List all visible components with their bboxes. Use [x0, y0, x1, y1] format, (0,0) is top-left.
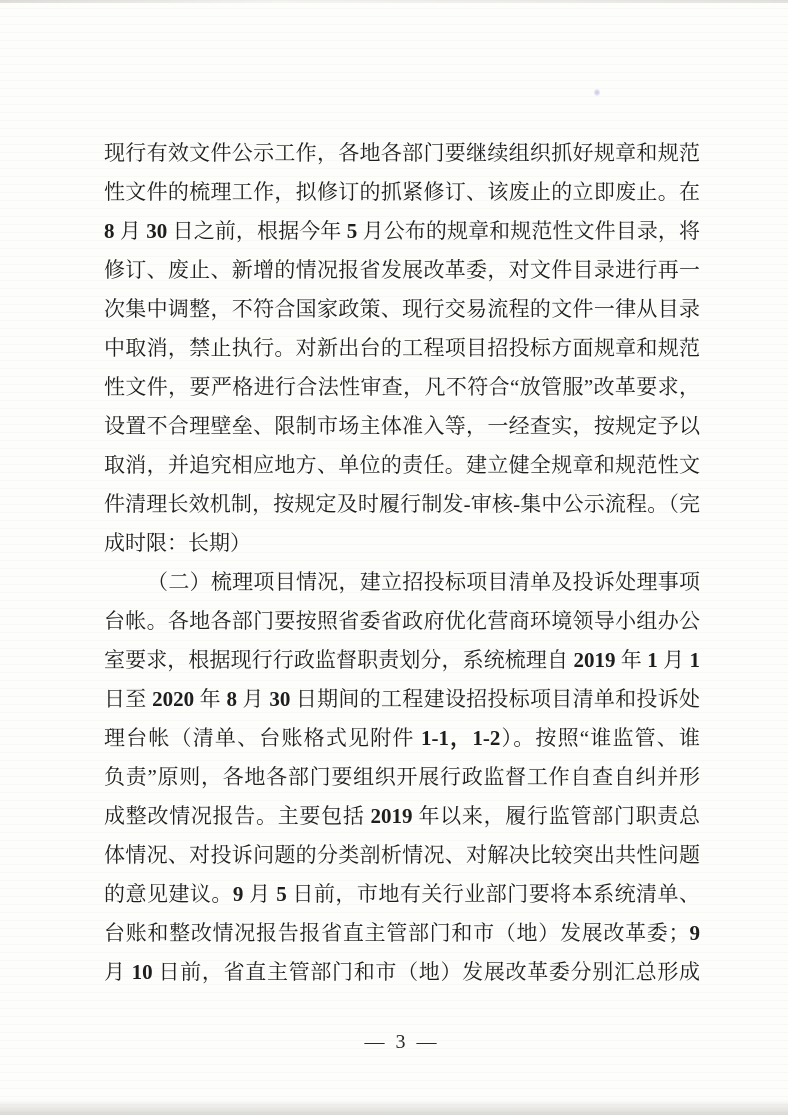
text-line: 理台帐（清单、台账格式见附件 1-1，1-2）。按照“谁监管、谁 — [104, 726, 700, 750]
text-line: 成整改情况报告。主要包括 2019 年以来，履行监管部门职责总 — [104, 804, 700, 828]
page-number: — 3 — — [364, 1031, 440, 1053]
text-line: 性文件的梳理工作，拟修订的抓紧修订、该废止的立即废止。在 — [104, 180, 700, 204]
scan-speck-artifact — [594, 89, 600, 96]
text-line: 室要求，根据现行行政监督职责划分，系统梳理自 2019 年 1 月 1 — [104, 648, 700, 672]
scan-bottom-edge-artifact — [0, 1099, 788, 1115]
text-line: 台帐。各地各部门要按照省委省政府优化营商环境领导小组办公 — [104, 609, 700, 633]
text-line: 修订、废止、新增的情况报省发展改革委，对文件目录进行再一 — [104, 258, 700, 282]
text-line: 8 月 30 日之前，根据今年 5 月公布的规章和规范性文件目录，将 — [104, 219, 700, 243]
text-line: 体情况、对投诉问题的分类剖析情况、对解决比较突出共性问题 — [104, 843, 700, 867]
scan-top-edge-artifact — [0, 0, 788, 3]
text-line: 件清理长效机制，按规定及时履行制发-审核-集中公示流程。（完 — [104, 492, 700, 516]
document-body-text — [104, 134, 700, 992]
text-line: 台账和整改情况报告报省直主管部门和市（地）发展改革委；9 — [104, 921, 700, 945]
text-line: 日至 2020 年 8 月 30 日期间的工程建设招投标项目清单和投诉处 — [104, 687, 700, 711]
text-line: 性文件，要严格进行合法性审查，凡不符合“放管服”改革要求， — [104, 375, 700, 399]
text-line: 取消，并追究相应地方、单位的责任。建立健全规章和规范性文 — [104, 453, 700, 477]
text-line: 设置不合理壁垒、限制市场主体准入等，一经查实，按规定予以 — [104, 414, 700, 438]
text-line: 负责”原则，各地各部门要组织开展行政监督工作自查自纠并形 — [104, 765, 700, 789]
text-line: 中取消，禁止执行。对新出台的工程项目招投标方面规章和规范 — [104, 336, 700, 360]
text-line: 月 10 日前，省直主管部门和市（地）发展改革委分别汇总形成 — [104, 960, 700, 984]
text-line-section-heading: （二）梳理项目情况，建立招投标项目清单及投诉处理事项 — [147, 570, 700, 594]
text-line: 现行有效文件公示工作，各地各部门要继续组织抓好规章和规范 — [104, 141, 700, 165]
text-line: 的意见建议。9 月 5 日前，市地有关行业部门要将本系统清单、 — [104, 882, 700, 906]
text-line: 成时限：长期） — [104, 531, 251, 555]
text-line: 次集中调整，不符合国家政策、现行交易流程的文件一律从目录 — [104, 297, 700, 321]
